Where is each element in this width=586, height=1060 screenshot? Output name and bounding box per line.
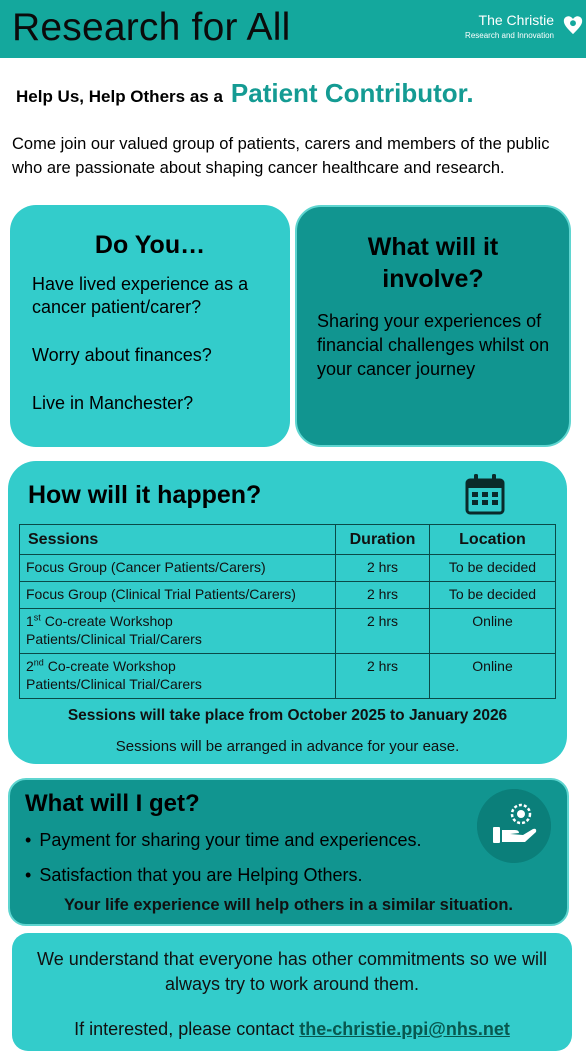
involve-title: What will it involve? [367,233,499,293]
how-panel [8,461,567,764]
contact-email-link[interactable]: the-christie.ppi@nhs.net [299,1019,510,1039]
duration-cell: 2 hrs [336,555,430,582]
do-you-panel [10,205,290,447]
session-cell: Focus Group (Clinical Trial Patients/Carers) [20,582,336,609]
table-row [20,609,556,654]
location-cell: Online [430,654,556,699]
session-ordinal: 2 [26,658,34,674]
duration-cell: 2 hrs [336,582,430,609]
question-manchester: Live in Manchester? [32,393,194,413]
do-you-title: Do You… [94,231,206,259]
column-header-duration: Duration [336,525,430,555]
location-cell: To be decided [430,555,556,582]
header-banner [0,0,586,58]
question-finances: Worry about finances? [32,345,212,365]
session-ordinal-suffix: st [33,612,41,623]
duration-cell: 2 hrs [336,609,430,654]
table-header-row [20,525,556,555]
column-header-sessions: Sessions [20,525,336,555]
session-participants: Patients/Clinical Trial/Carers [26,676,202,692]
question-lived-experience: Have lived experience as a cancer patient/carer? [32,274,249,317]
sessions-table [19,524,556,699]
sessions-dates-note: Sessions will take place from October 2025 to January 2026 [67,707,508,724]
involve-panel [295,205,571,447]
session-cell [20,654,336,699]
intro-text: Come join our valued group of patients, carers and members of the public who are passionate about shaping cancer healthcare and research. [12,135,550,177]
session-cell: Focus Group (Cancer Patients/Carers) [20,555,336,582]
intro-heading [16,78,474,109]
brand-logo [465,12,554,42]
column-header-location: Location [430,525,556,555]
table-row [20,654,556,699]
benefit-item-satisfaction: • Satisfaction that you are Helping Others. [25,865,363,886]
duration-cell: 2 hrs [336,654,430,699]
contact-prompt: If interested, please contact [74,1019,300,1039]
calendar-icon [465,473,505,515]
table-row [20,582,556,609]
intro-heading-prefix: Help Us, Help Others as a [16,87,223,106]
session-ordinal: 1 [26,613,34,629]
table-row [20,555,556,582]
session-participants: Patients/Clinical Trial/Carers [26,631,202,647]
contact-panel [12,933,572,1051]
hand-coin-icon [477,789,551,863]
session-cell [20,609,336,654]
commitments-text: We understand that everyone has other commitments so we will always try to work around them. [37,949,547,994]
how-title: How will it happen? [28,481,262,509]
brand-tagline: Research and Innovation [465,31,554,40]
location-cell: To be decided [430,582,556,609]
involve-text: Sharing your experiences of financial challenges whilst on your cancer journey [317,311,550,379]
location-cell: Online [430,609,556,654]
benefits-closing: Your life experience will help others in a similar situation. [64,896,513,914]
benefits-panel [8,778,569,926]
session-title: Co-create Workshop [43,658,176,674]
page-title: Research for All [12,6,291,49]
benefit-item-payment: • Payment for sharing your time and experiences. [25,830,422,851]
benefits-title: What will I get? [25,790,200,817]
session-ordinal-suffix: nd [33,657,44,668]
session-title: Co-create Workshop [40,613,173,629]
intro-heading-highlight: Patient Contributor. [230,78,474,108]
contact-line [12,1019,572,1040]
heart-logo-icon [562,14,584,36]
sessions-arrangement-note: Sessions will be arranged in advance for your ease. [115,738,460,755]
brand-name: The Christie [478,12,554,28]
